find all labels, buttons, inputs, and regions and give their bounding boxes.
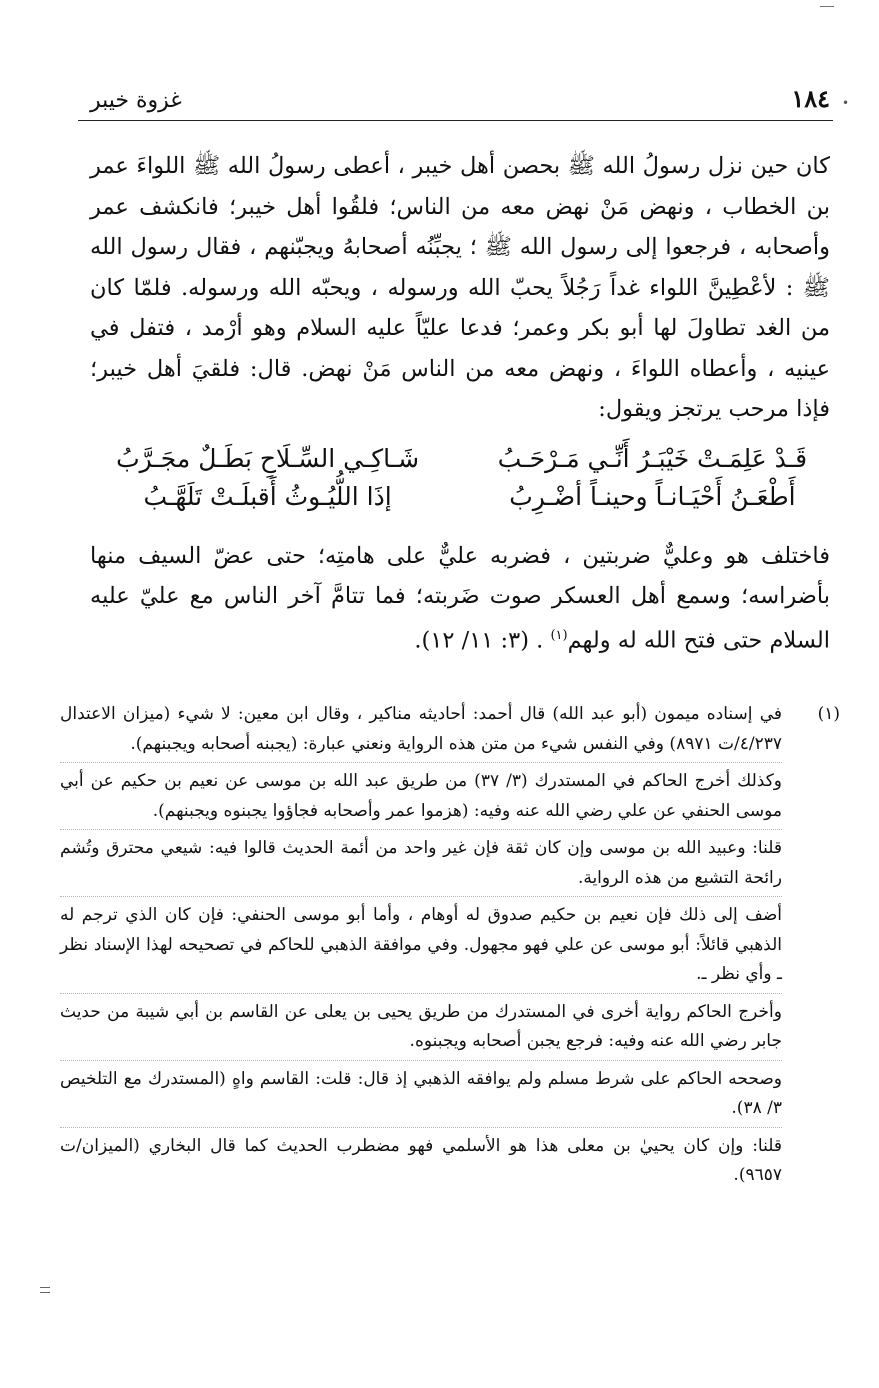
footnote-paragraph: قلنا: وعبيد الله بن موسى وإن كان ثقة فإن غير واحد من أئمة الحديث قالوا فيه: شيعي محترق وتُشم رائحة التشيع من هذه الرواية. — [60, 834, 782, 897]
footnote-paragraph: وأخرج الحاكم رواية أخرى في المستدرك من طريق يحيى بن يعلى عن القاسم بن أبي شيبة من حديث جابر رضي الله عنه وفيه: فرجع يجبن أصحابه ويجبنوه. — [60, 998, 782, 1061]
poem — [90, 440, 830, 516]
scan-mark — [820, 6, 834, 7]
verse-1-first-hemistich: قَـدْ عَلِمَـتْ خَيْبَـرُ أَنِّـي مَـرْحَـبُ — [497, 444, 808, 473]
page-header — [90, 82, 830, 120]
source-citation: . (٣: ١١/ ١٢). — [414, 627, 544, 654]
header-rule — [78, 120, 833, 121]
footnote-paragraph: وصححه الحاكم على شرط مسلم ولم يوافقه الذهبي إذ قال: قلت: القاسم واهٍ (المستدرك مع التلخيص ٣/ ٣٨). — [60, 1065, 782, 1128]
post-poem-text — [90, 536, 830, 661]
footnote-paragraph: قلنا: وإن كان يحييٰ بن معلى هذا هو الأسلمي فهو مضطرب الحديث كما قال البخاري (الميزان/ت ٩٦٥٧). — [60, 1135, 782, 1185]
margin-dot: • — [842, 96, 850, 110]
running-title: غزوة خيبر — [90, 88, 182, 113]
verse-1-second-hemistich: شَـاكِـي السِّـلَاحِ بَطَـلٌ مجَـرَّبُ — [116, 444, 420, 473]
footnote-reference: (١) — [550, 628, 568, 643]
footnote-paragraph: أضف إلى ذلك فإن نعيم بن حكيم صدوق له أوهام ، وأما أبو موسى الحنفي: فإن كان الذي ترجم له الذهبي قائلاً: أبو موسى عن علي فهو مجهول. وفي موافقة الذهبي للحاكم في تصحيحه لهذا الإسناد نظر ـ وأي نظر ـ. — [60, 901, 782, 994]
verse-1 — [90, 440, 830, 478]
footnote-marker: (١) — [817, 704, 840, 724]
footnotes — [60, 700, 840, 1198]
footnote-paragraph: وكذلك أخرج الحاكم في المستدرك (٣/ ٣٧) من طريق عبد الله بن موسى عن نعيم بن حكيم عن أبي موسى الحنفي عن علي رضي الله عنه وفيه: (هزموا عمر وأصحابه فجاؤوا يجبنوه ويجبنهم). — [60, 767, 782, 830]
verse-2-second-hemistich: إذَا اللُّيُـوثُ أَقبلَـتْ تَلَهَّـبُ — [143, 482, 392, 511]
main-paragraph: كان حين نزل رسولُ الله ﷺ بحصن أهل خيبر ، أعطى رسولُ الله ﷺ اللواءَ عمر بن الخطاب ، ونهض مَنْ نهض معه من الناس؛ فلقُوا أهل خيبر؛ فانكشف عمر وأصحابه ، فرجعوا إلى رسول الله ﷺ ؛ يجبِّنُه أصحابهُ ويجبّنهم ، فقال رسول الله ﷺ : لأعْطِينَّ اللواء غداً رَجُلاً يحبّ الله ورسوله ، ويحبّه الله ورسوله. فلمّا كان من الغد تطاولَ لها أبو بكر وعمر؛ فدعا عليّاً عليه السلام وهو أرْمد ، فتفل في عينيه ، وأعطاه اللواءَ ، ونهض معه من الناس مَنْ نهض. قال: فلقيَ أهل خيبر؛ فإذا مرحب يرتجز ويقول: — [90, 153, 830, 422]
main-text — [90, 146, 830, 430]
post-poem-body: فاختلف هو وعليٌّ ضربتين ، فضربه عليٌّ على هامتِه؛ حتى عضّ السيف منها بأضراسه؛ وسمع أهل العسكر صوت ضَربته؛ فما تتامَّ آخر الناس مع عليّ عليه السلام حتى فتح الله له ولهم — [90, 543, 830, 654]
verse-2-first-hemistich: أَطْعَـنُ أَحْيَـانـاً وحينـاً أضْـرِبُ — [509, 482, 796, 511]
margin-mark — [40, 1287, 50, 1293]
page-number: ١٨٤ — [791, 84, 830, 113]
footnote-body — [60, 700, 782, 1194]
post-poem-paragraph — [90, 536, 830, 661]
footnote-paragraph: في إسناده ميمون (أبو عبد الله) قال أحمد: أحاديثه مناكير ، وقال ابن معين: لا شيء (ميزان الاعتدال ٤/٢٣٧/ت ٨٩٧١) وفي النفس شيء من متن هذه الرواية ونعني عبارة: (يجبنه أصحابه ويجبنهم). — [60, 700, 782, 763]
verse-2 — [90, 478, 830, 516]
